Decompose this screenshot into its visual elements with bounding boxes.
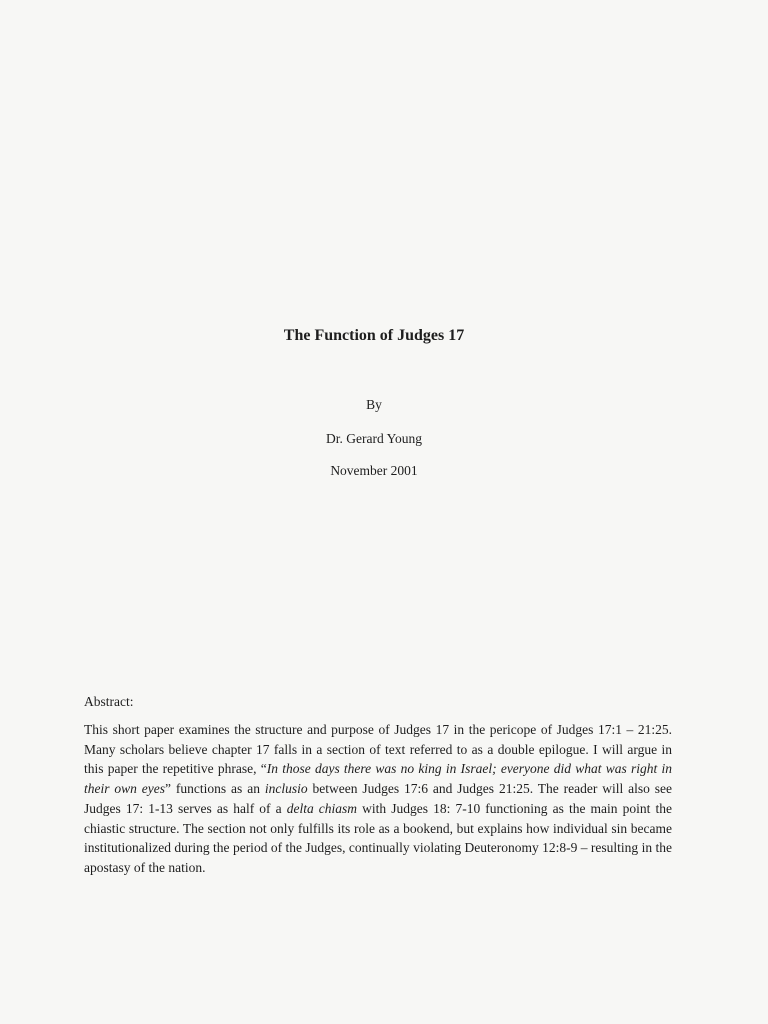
abstract-text-segment: ” functions as an xyxy=(165,781,265,797)
author-name: Dr. Gerard Young xyxy=(326,431,422,446)
paper-title: The Function of Judges 17 xyxy=(283,327,465,344)
abstract-quoted-phrase: In those days there was no king in Israel; everyone did what was right in their own eyes xyxy=(84,761,672,797)
abstract-body xyxy=(84,720,672,878)
abstract-term-delta-chiasm: delta chiasm xyxy=(286,800,358,816)
abstract-heading: Abstract: xyxy=(84,694,134,709)
by-label: By xyxy=(366,397,382,412)
abstract-text-segment: between Judges 17:6 and Judges 21:25. The reader will also see Judges 17: 1-13 serves as half of a xyxy=(84,781,672,816)
abstract-text-segment: with Judges 18: 7-10 functioning as the main point the chiastic structure. The section not only fulfills its role as a bookend, but explains how individual sin became institutionalized during the period of the Judges, continually violating Deuteronomy 12:8-9 – resulting in the apostasy of the nation. xyxy=(84,800,672,875)
publication-date: November 2001 xyxy=(330,463,418,478)
abstract-text-segment: This short paper examines the structure and purpose of Judges 17 in the pericope of Judges 17:1 – 21:25. Many scholars believe chapter 17 falls in a section of text referred to as a double epilogue. I will argue in this paper the repetitive phrase, “ xyxy=(84,722,672,777)
abstract-term-inclusio: inclusio xyxy=(264,781,308,797)
